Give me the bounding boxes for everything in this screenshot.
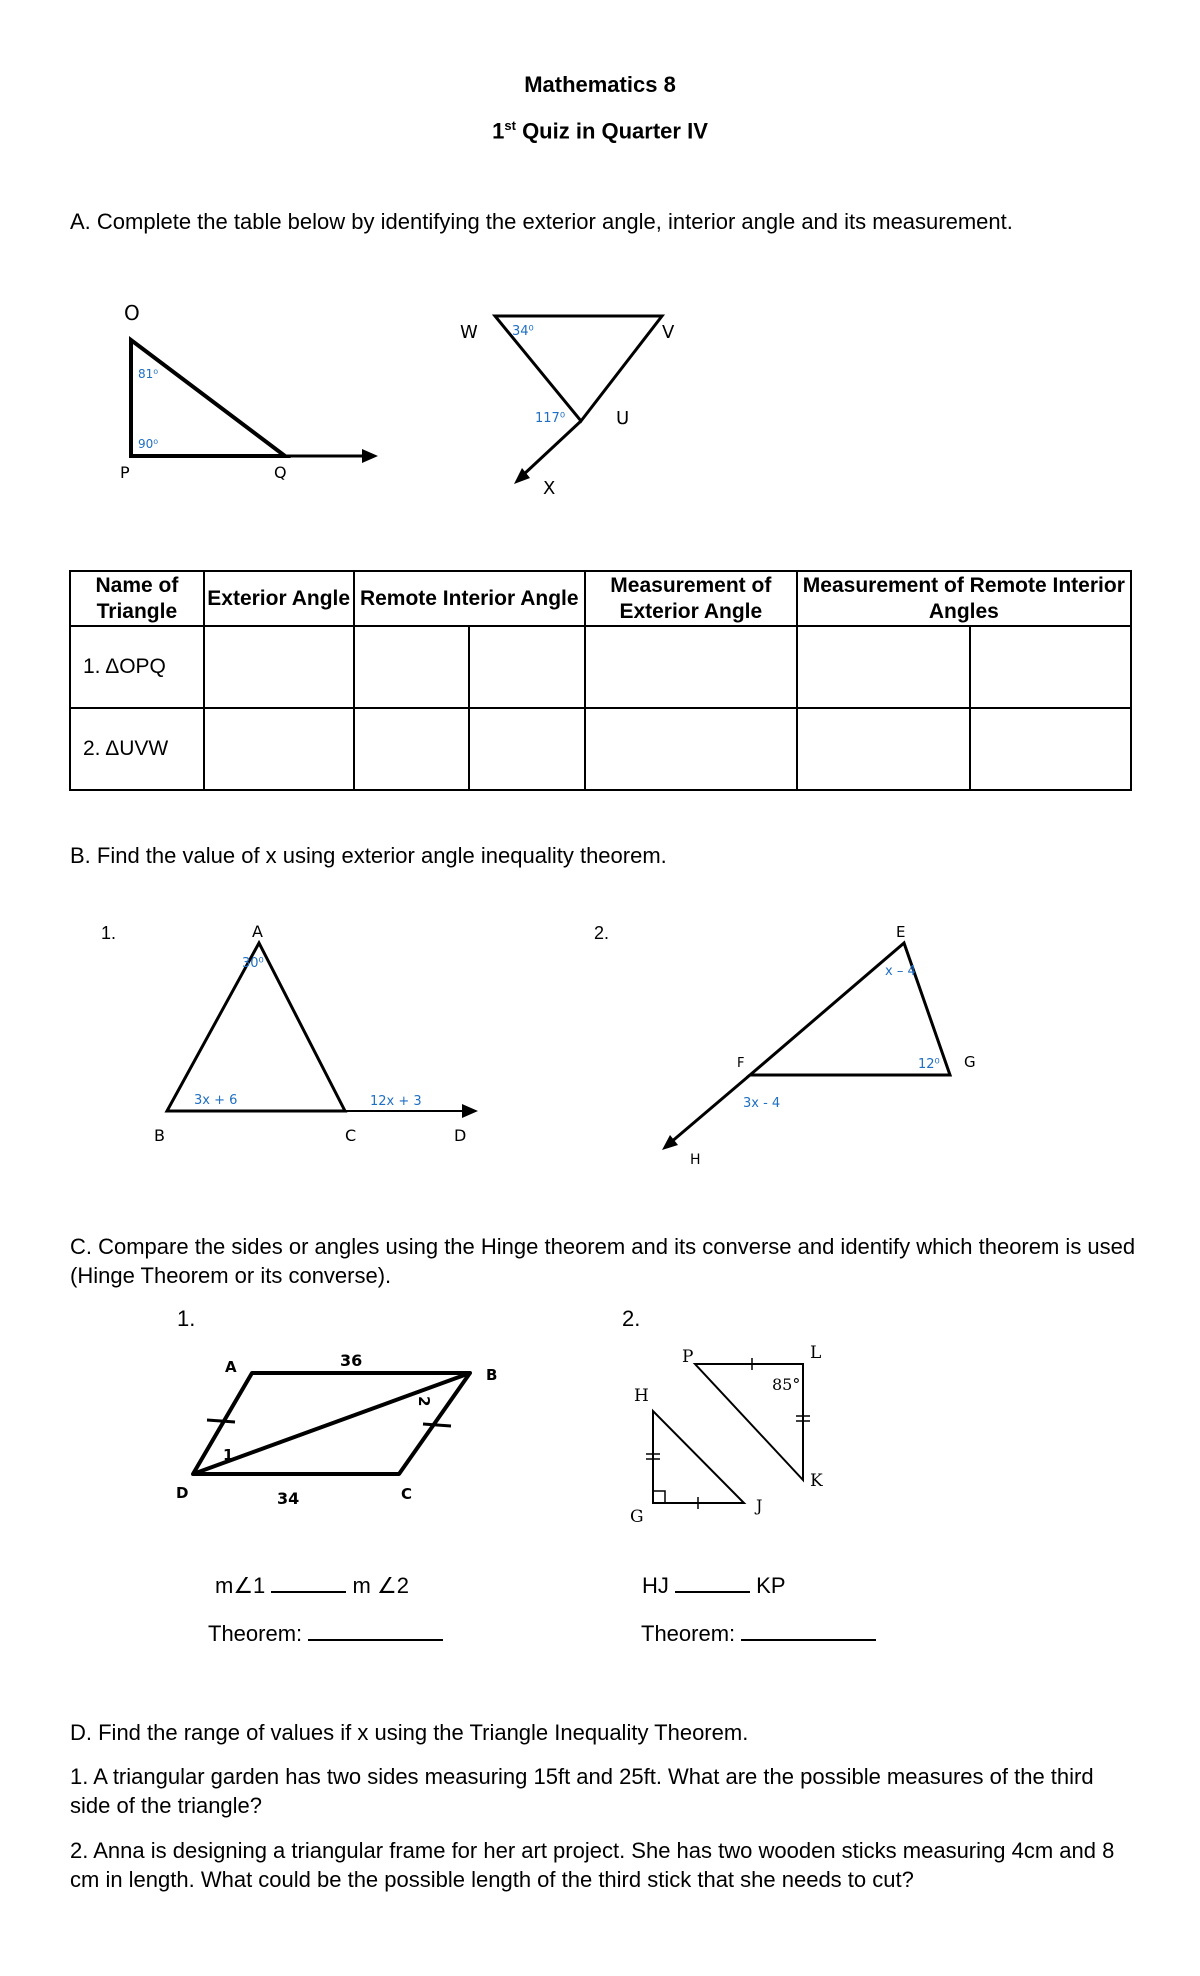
label-w: W: [460, 322, 478, 343]
part-d-question-2: 2. Anna is designing a triangular frame for her art project. She has two wooden sticks measuring 4cm and 8 cm in length. What could be the possible length of the third stick that she needs to cut?: [70, 1838, 1115, 1892]
angle-ext-value: 12x + 3: [370, 1094, 422, 1109]
side-dc-length: 34: [277, 1489, 300, 1508]
answer-cell[interactable]: [204, 626, 354, 708]
side-ab-length: 36: [340, 1351, 363, 1370]
angle-o-value: 81⁰: [138, 367, 159, 381]
compare-angles: [215, 1573, 409, 1599]
angle-b-value: 3x + 6: [194, 1093, 238, 1108]
angle-p-value: 90⁰: [138, 437, 159, 451]
answer-blank[interactable]: [271, 1591, 346, 1593]
table-header-row: [70, 571, 1131, 626]
label-u: U: [616, 408, 630, 429]
angle-ext-value: 3x - 4: [743, 1096, 781, 1111]
answer-cell[interactable]: [469, 708, 585, 790]
header-name-of-triangle: Name of Triangle: [70, 571, 204, 626]
label-b: B: [154, 1126, 165, 1145]
angle-e-value: x – 4: [885, 964, 916, 979]
quiz-ordinal: 1: [492, 118, 505, 144]
compare-right: m ∠2: [352, 1573, 409, 1598]
label-v: V: [662, 322, 675, 343]
arrowhead-q: [362, 449, 378, 463]
label-f: F: [737, 1056, 745, 1071]
header-remote-interior-angle: Remote Interior Angle: [354, 571, 585, 626]
label-a: A: [252, 922, 263, 941]
label-d: D: [454, 1126, 467, 1145]
theorem-blank[interactable]: [741, 1639, 876, 1641]
compare-sides: [642, 1573, 786, 1599]
label-b: B: [486, 1366, 498, 1384]
figure-triangle-efg: [640, 915, 1000, 1175]
tick-mark-ad: [207, 1420, 235, 1422]
part-c-instruction: C. Compare the sides or angles using the Hinge theorem and its converse and identify which theorem is used (Hinge Theorem or its converse).: [70, 1234, 1136, 1288]
label-l: L: [810, 1343, 822, 1363]
figure-triangle-uvw: [440, 300, 720, 510]
angle-u-value: 117⁰: [535, 411, 566, 426]
row-name-opq: 1. ΔOPQ: [70, 626, 204, 708]
label-o: O: [124, 301, 140, 325]
part-d-instruction: D. Find the range of values if x using the Triangle Inequality Theorem.: [70, 1720, 749, 1745]
figure-triangle-abc: [140, 915, 500, 1155]
table-row: [70, 626, 1131, 708]
figure-triangle-opq: [100, 290, 400, 490]
label-e: E: [896, 923, 906, 941]
theorem-line-2: [641, 1621, 876, 1647]
item-c2-number: 2.: [622, 1306, 641, 1331]
row-name-uvw: 2. ΔUVW: [70, 708, 204, 790]
quiz-title-rest: Quiz in Quarter IV: [522, 118, 708, 144]
theorem-label: Theorem:: [641, 1621, 736, 1646]
answer-blank[interactable]: [675, 1591, 750, 1593]
answer-cell[interactable]: [970, 626, 1131, 708]
angle-1-label: 1: [223, 1446, 234, 1464]
item-c1-number: 1.: [177, 1306, 196, 1331]
answer-table: [69, 570, 1132, 791]
label-p: P: [682, 1347, 694, 1367]
answer-cell[interactable]: [797, 626, 971, 708]
angle-a-value: 30⁰: [242, 956, 264, 971]
quiz-title: [0, 118, 1200, 144]
answer-cell[interactable]: [970, 708, 1131, 790]
label-g: G: [964, 1053, 976, 1071]
triangle-efg: [750, 943, 950, 1075]
extension-ray-h: [670, 1075, 750, 1143]
label-q: Q: [274, 463, 287, 482]
compare-left: HJ: [642, 1573, 669, 1598]
label-x: X: [543, 478, 556, 499]
part-a-instruction: A. Complete the table below by identifying the exterior angle, interior angle and its measurement.: [70, 209, 1013, 234]
tick-mark-bc: [423, 1424, 451, 1426]
angle-2-label: 2: [415, 1396, 433, 1407]
compare-right: KP: [756, 1573, 786, 1598]
answer-cell[interactable]: [469, 626, 585, 708]
part-b-instruction: B. Find the value of x using exterior angle inequality theorem.: [70, 843, 667, 868]
label-j: J: [756, 1496, 763, 1515]
label-d: D: [176, 1484, 189, 1502]
arrowhead-d: [462, 1104, 478, 1118]
answer-cell[interactable]: [204, 708, 354, 790]
item-b1-number: 1.: [101, 923, 117, 943]
figure-two-triangles: [620, 1340, 860, 1530]
quiz-ordinal-suffix: st: [504, 118, 516, 133]
extension-ray-x: [522, 421, 581, 476]
angle-l-value: 85°: [772, 1375, 801, 1394]
answer-cell[interactable]: [797, 708, 971, 790]
label-a: A: [225, 1358, 237, 1376]
compare-left: m∠1: [215, 1573, 266, 1598]
label-h: H: [690, 1152, 701, 1168]
part-d-question-1: 1. A triangular garden has two sides measuring 15ft and 25ft. What are the possible measures of the third side of the triangle?: [70, 1764, 1094, 1818]
header-measurement-exterior: Measurement of Exterior Angle: [585, 571, 797, 626]
theorem-label: Theorem:: [208, 1621, 303, 1646]
item-b2-number: 2.: [594, 923, 610, 943]
header-exterior-angle: Exterior Angle: [204, 571, 354, 626]
label-h: H: [634, 1386, 649, 1406]
label-g: G: [630, 1507, 644, 1527]
triangle-hgj: [653, 1411, 744, 1503]
label-p: P: [120, 463, 130, 482]
theorem-blank[interactable]: [308, 1639, 443, 1641]
answer-cell[interactable]: [585, 708, 797, 790]
theorem-line-1: [208, 1621, 443, 1647]
angle-w-value: 34⁰: [512, 324, 534, 339]
label-c: C: [401, 1485, 413, 1503]
table-row: [70, 708, 1131, 790]
answer-cell[interactable]: [354, 626, 470, 708]
answer-cell[interactable]: [585, 626, 797, 708]
right-angle-marker: [653, 1491, 665, 1503]
label-c: C: [345, 1126, 357, 1145]
answer-cell[interactable]: [354, 708, 470, 790]
header-measurement-remote: Measurement of Remote Interior Angles: [797, 571, 1131, 626]
figure-parallelogram: [165, 1340, 525, 1515]
angle-g-value: 12⁰: [918, 1057, 940, 1072]
label-k: K: [810, 1471, 823, 1491]
subject-title: Mathematics 8: [524, 72, 676, 97]
